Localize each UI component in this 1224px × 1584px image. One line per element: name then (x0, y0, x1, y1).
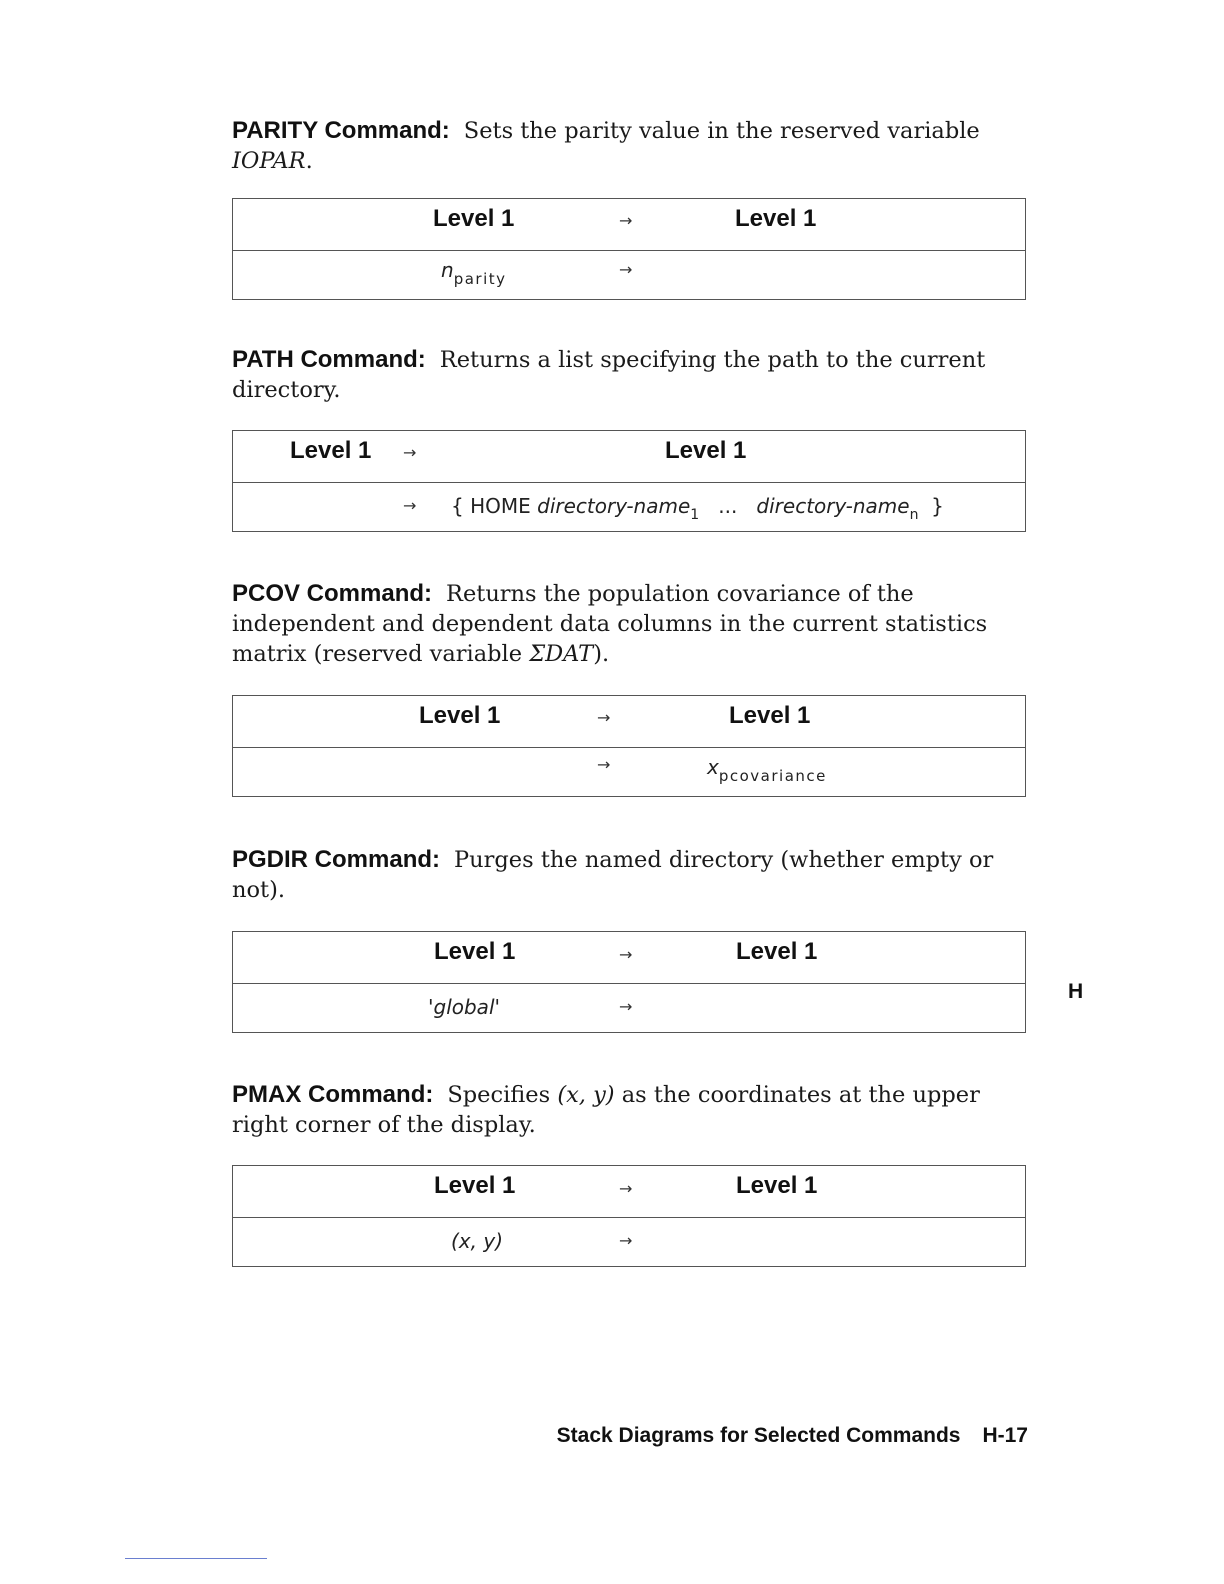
pcov-output: $x_{pcovariance}$ (707, 755, 827, 785)
stack-body-row (233, 747, 1025, 797)
bottom-divider (125, 1558, 267, 1559)
stack-body-row (233, 482, 1025, 532)
input-level-header: Level 1 (419, 702, 501, 729)
parity-input: $n_{parity}$ (441, 258, 507, 288)
pmax-description: PMAX Command: Specifies (x, y) as the coordinates at the upper right corner of the display. (232, 1081, 980, 1138)
pmax-command-name: PMAX Command: (232, 1081, 434, 1108)
pgdir-input: 'global' (428, 995, 500, 1019)
stack-header-row (233, 932, 1025, 984)
arrow-icon: → (597, 755, 611, 774)
parity-description: PARITY Command: Sets the parity value in the reserved variable IOPAR. (232, 117, 980, 174)
pcov-section (232, 579, 1028, 785)
arrow-icon: → (403, 443, 417, 462)
arrow-icon: → (619, 997, 633, 1016)
output-level-header: Level 1 (735, 205, 817, 232)
stack-header-row (233, 1166, 1025, 1218)
pcov-stack-diagram (232, 695, 1026, 797)
iopar-variable: IOPAR (232, 148, 306, 174)
sigma-dat-variable: ΣDAT (529, 641, 594, 667)
output-level-header: Level 1 (665, 437, 747, 464)
stack-header-row (233, 199, 1025, 251)
input-level-header: Level 1 (434, 938, 516, 965)
stack-header-row (233, 431, 1025, 483)
parity-section (232, 116, 1028, 288)
parity-command-name: PARITY Command: (232, 117, 450, 144)
page-footer (530, 1424, 1028, 1448)
parity-stack-diagram (232, 198, 1026, 300)
pgdir-stack-diagram (232, 931, 1026, 1033)
path-stack-diagram (232, 430, 1026, 532)
arrow-icon: → (619, 260, 633, 279)
pgdir-command-name: PGDIR Command: (232, 846, 441, 873)
arrow-icon: → (619, 1179, 633, 1198)
arrow-icon: → (619, 1231, 633, 1250)
arrow-icon: → (619, 945, 633, 964)
pgdir-description: PGDIR Command: Purges the named directory (whether empty or not). (232, 846, 994, 903)
pmax-section (232, 1080, 1028, 1253)
stack-body-row (233, 250, 1025, 300)
xy-coordinate: (x, y) (557, 1082, 615, 1108)
pmax-input: (x, y) (451, 1229, 503, 1253)
stack-body-row (233, 1217, 1025, 1267)
pmax-stack-diagram (232, 1165, 1026, 1267)
appendix-tab-letter: H (1068, 980, 1084, 1003)
arrow-icon: → (597, 708, 611, 727)
path-command-name: PATH Command: (232, 346, 426, 373)
arrow-icon: → (619, 211, 633, 230)
pgdir-section (232, 845, 1028, 1019)
output-level-header: Level 1 (736, 1172, 818, 1199)
page-number: H-17 (982, 1424, 1028, 1447)
output-level-header: Level 1 (736, 938, 818, 965)
footer-title: Stack Diagrams for Selected Commands (556, 1424, 961, 1447)
arrow-icon: → (403, 496, 417, 515)
pcov-command-name: PCOV Command: (232, 580, 433, 607)
path-output-list: { HOME directory-name$_1$ ... directory-name$_n$ } (451, 494, 944, 523)
pcov-description: PCOV Command: Returns the population covariance of the independent and dependent data columns in the current statistics matrix (reserved variable ΣDAT). (232, 580, 988, 667)
output-level-header: Level 1 (729, 702, 811, 729)
input-level-header: Level 1 (434, 1172, 516, 1199)
input-level-header: Level 1 (433, 205, 515, 232)
input-level-header: Level 1 (290, 437, 372, 464)
path-description: PATH Command: Returns a list specifying the path to the current directory. (232, 346, 986, 403)
path-section (232, 345, 1028, 523)
stack-body-row (233, 983, 1025, 1033)
stack-header-row (233, 696, 1025, 748)
